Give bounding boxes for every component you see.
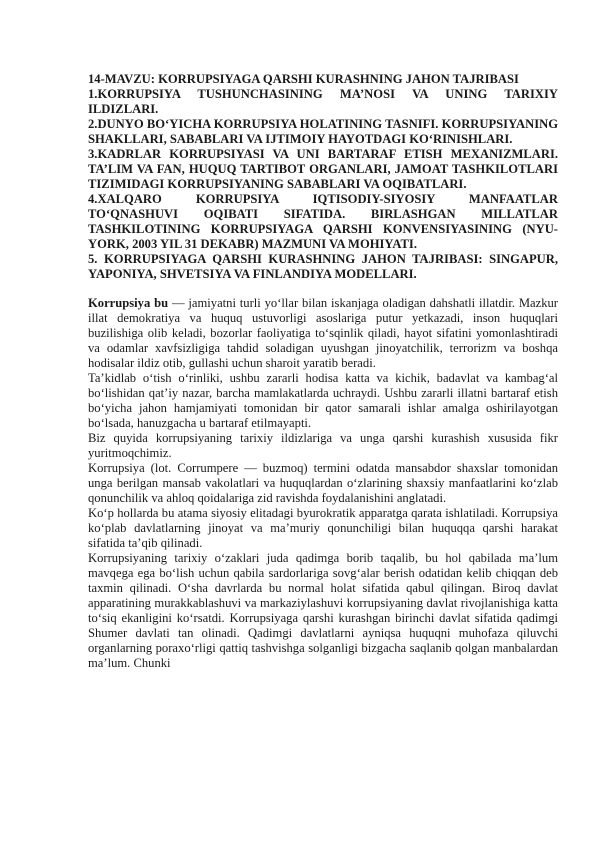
defined-term: Korrupsiya bu [88,296,169,310]
intro-paragraph [88,296,558,371]
topic-item-5: 5. KORRUPSIYAGA QARSHI KURASHNING JAHON TAJRIBASI: SINGAPUR, YAPONIYA, SHVETSIYA VA FINLANDIYA MODELLARI. [88,252,558,281]
section-gap [88,282,558,296]
paragraph: Biz quyida korrupsiyaning tarixiy ildizlariga va unga qarshi kurashish xususida fikr yuritmoqchimiz. [88,431,558,460]
paragraph: Korrupsiya (lot. Corrumpere — buzmoq) termini odatda mansabdor shaxslar tomonidan unga berilgan mansab vakolatlari va huquqlardan o‘zlarining shaxsiy manfaatlarini ko‘zlab qonunchilik va ahloq qoidalariga zid ravishda foydalanishini anglatadi. [88,461,558,505]
paragraph: Ko‘p hollarda bu atama siyosiy elitadagi byurokratik apparatga qarata ishlatiladi. Korrupsiya ko‘plab davlatlarning jinoyat va ma’muriy qonunchiligi bilan huquqqa qarshi harakat sifatida ta’qib qilinadi. [88,506,558,550]
intro-text: — jamiyatni turli yo‘llar bilan iskanjaga oladigan dahshatli illatdir. Mazkur illat demokratiya va huquq ustuvorligi asoslariga putur yetkazadi, inson huquqlari buzilishiga olib keladi, bozorlar faoliyatiga to‘sqinlik qiladi, hayot sifatini yomonlashtiradi va odamlar xavfsizligiga tahdid soladigan uyushgan jinoyatchilik, terrorizm va boshqa hodisalar ildiz otib, gullashi uchun sharoit yaratib beradi. [88,296,558,370]
topic-item-3: 3.KADRLAR KORRUPSIYASI VA UNI BARTARAF ETISH MEXANIZMLARI. TA’LIM VA FAN, HUQUQ TARTIBOT ORGANLARI, JAMOAT TASHKILOTLARI TIZIMIDAGI KORRUPSIYANING SABABLARI VA OQIBATLARI. [88,147,558,191]
topic-list [88,72,558,282]
paragraph: Korrupsiyaning tarixiy o‘zaklari juda qadimga borib taqalib, bu hol qabilada ma’lum mavqega ega bo‘lish uchun qabila sardorlariga sovg‘alar berish odatidan kelib chiqqan deb taxmin qilinadi. O‘sha davrlarda bu normal holat sifatida qabul qilingan. Biroq davlat apparatining murakkablashuvi va markaziylashuvi korrupsiyaning davlat rivojlanishiga katta to‘siq ekanligini ko‘rsatdi. Korrupsiyaga qarshi kurashgan birinchi davlat sifatida qadimgi Shumer davlati tan olinadi. Qadimgi davlatlarni ayniqsa huquqni muhofaza qiluvchi organlarning poraxo‘rligi qattiq tashvishga solganligi bizgacha saqlanib qolgan manbalardan ma’lum. Chunki [88,551,558,670]
topic-item-4: 4.XALQARO KORRUPSIYA IQTISODIY-SIYOSIY MANFAATLAR TO‘QNASHUVI OQIBATI SIFATIDA. BIRLASHGAN MILLATLAR TASHKILOTINING KORRUPSIYAGA QARSHI KONVENSIYASINING (NYU-YORK, 2003 YIL 31 DEKABR) MAZMUNI VA MOHIYATI. [88,192,558,251]
paragraph: Ta’kidlab o‘tish o‘rinliki, ushbu zararli hodisa katta va kichik, badavlat va kambag‘al bo‘lishidan qat’iy nazar, barcha mamlakatlarda uchraydi. Ushbu zararli illatni bartaraf etish bo‘yicha jahon hamjamiyati tomonidan bir qator samarali ishlar amalga oshirilayotgan bo‘lsada, hanuzgacha u bartaraf etilmayapti. [88,371,558,430]
topic-item-1: 1.KORRUPSIYA TUSHUNCHASINING MA’NOSI VA UNING TARIXIY ILDIZLARI. [88,87,558,116]
topic-title: 14-MAVZU: KORRUPSIYAGA QARSHI KURASHNING JAHON TAJRIBASI [88,72,519,86]
body-text [88,296,558,671]
topic-item-2: 2.DUNYO BO‘YICHA KORRUPSIYA HOLATINING TASNIFI. KORRUPSIYANING SHAKLLARI, SABABLARI VA IJTIMOIY HAYOTDAGI KO‘RINISHLARI. [88,117,558,146]
